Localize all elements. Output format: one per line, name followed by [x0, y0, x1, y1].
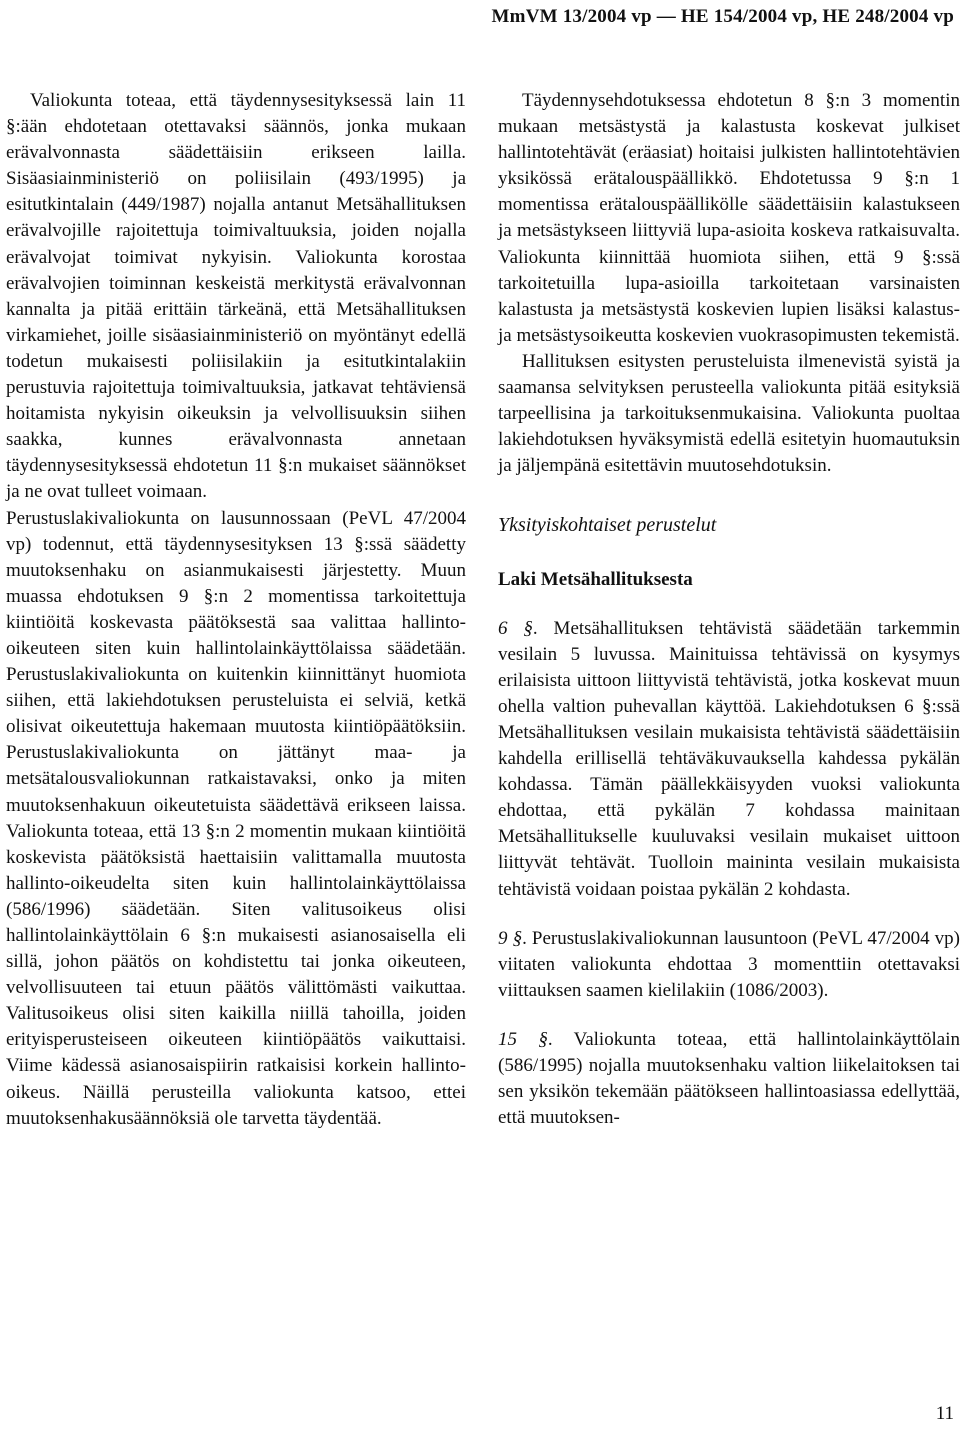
clause-paragraph [498, 1027, 960, 1131]
clause-number: 15 § [498, 1028, 548, 1050]
law-heading: Laki Metsähallituksesta [498, 568, 693, 590]
running-header: MmVM 13/2004 vp — HE 154/2004 vp, HE 248/2004 vp [491, 6, 954, 27]
page-number: 11 [935, 1403, 954, 1424]
clause-text: . Valiokunta toteaa, että hallintolainkäyttölain (586/1995) nojalla muutoksenhaku valtion liikelaitoksen tai sen yksikön tekemään päätökseen hallintoasiassa edellyttää, että muutoksen- [498, 1028, 960, 1129]
body-paragraph: Perustuslakivaliokunta on lausunnossaan (PeVL 47/2004 vp) todennut, että täydennysesityksen 13 §:ssä säädetty muutoksenhaku on asianmukaisesti järjestetty. Muun muassa ehdotuksen 9 §:n 2 momentissa tarkoitettuja kiintiöitä koskevasta päätöksestä saa valittaa hallinto-oikeuteen siten kuin hallintolainkäyttölaissa säädetään. Perustuslakivaliokunta on kuitenkin kiinnittänyt huomiota siihen, että lakiehdotuksen perusteluista ei selviä, ketkä olisivat oikeutettuja hakemaan muutosta kiintiöpäätöksiin. Perustuslakivaliokunta on jättänyt maa- ja metsätalousvaliokunnan ratkaistavaksi, onko ja miten muutoksenhakuun oikeutetuista säädettävä erikseen laissa. Valiokunta toteaa, että 13 §:n 2 momentin mukaan kiintiöitä koskevista päätöksistä haettaisiin valittamalla muutosta hallinto-oikeudelta siten kuin hallintolainkäyttölaissa (586/1996) säädetään. Siten valitusoikeus olisi hallintolainkäyttölain 6 §:n mukaisesti asianosaisella eli sillä, johon päätös on kohdistettu tai jonka oikeuteen, velvollisuuteen tai etuun päätös välittömästi vaikuttaa. Valitusoikeus olisi siten kaikilla niillä tahoilla, joiden erityisperusteiseen oikeuteen kiintiöpäätös vaikuttaisi. Viime kädessä asianosaispiirin ratkaisisi korkein hallinto-oikeus. Näillä perusteilla valiokunta katsoo, ettei muutoksenhakusäännöksiä ole tarvetta täydentää. [6, 507, 466, 1129]
clause-text: . Metsähallituksen tehtävistä säädetään tarkemmin vesilain 5 luvussa. Mainituissa tehtävissä on kysymys erilaisista uittoon liittyvistä tehtävistä, jotka koskevat muun ohella valtion puhevallan käyttöä. Lakiehdotuksen 6 §:ssä Metsähallituksen vesilain mukaisista tehtävistä säädettäisiin kahdella erillisellä tehtäväkuvauksella kahdessa pykälän kohdassa. Tämän päällekkäisyyden vuoksi valiokunta ehdottaa, että pykälän 7 kohdassa mainitaan Metsähallitukselle kuuluvaksi vesilain mukaiset uittoon liittyvät tehtävät. Tuolloin maininta vesilain mukaisista tehtävistä voidaan poistaa pykälän 2 kohdasta. [498, 617, 960, 900]
left-column [6, 88, 466, 1132]
body-paragraph: Täydennysehdotuksessa ehdotetun 8 §:n 3 momentin mukaan metsästystä ja kalastusta koskevat julkiset hallintotehtävät (eräasiat) hoitaisi julkisten hallintotehtävien yksikössä erätalouspäällikkö. Ehdotetussa 9 §:n 1 momentissa erätalouspäällikölle säädettäisiin kalastukseen ja metsästykseen liittyviä lupa-asioita koskeva ratkaisuvalta. Valiokunta kiinnittää huomiota siihen, että 9 §:ssä tarkoitetuilla lupa-asioilla tarkoitetaan varsinaisten kalastusta ja metsästystä koskevien lupien lisäksi kalastus- ja metsästysoikeutta koskevien vuokrasopimusten tekemistä. [498, 90, 960, 346]
right-column [498, 88, 960, 1131]
clause-paragraph [498, 616, 960, 903]
body-paragraph: Valiokunta toteaa, että täydennysesityksessä lain 11 §:ään ehdotetaan otettavaksi säännös, jonka mukaan erävalvonnasta säädettäisiin erikseen lailla. Sisäasiainministeriö on poliisilain (493/1995) ja esitutkintalain (449/1987) nojalla antanut Metsähallituksen erävalvojille rajoitettuja toimivaltuuksia, joiden nojalla erävalvojat toimivat nykyisin. Valiokunta korostaa erävalvojien toiminnan keskeistä merkitystä erävalvonnan kannalta ja pitää erittäin tärkeänä, että Metsähallituksen virkamiehet, joille sisäasiainministeriö on myöntänyt edellä todetun mukaisesti poliisilakiin ja esitutkintalakiin perustuvia rajoitettuja toimivaltuuksia, jatkavat tehtäviensä hoitamista nykyisin oikeuksin ja velvollisuuksin siihen saakka, kunnes erävalvonnasta annetaan täydennysesityksessä ehdotetun 11 §:n mukaiset säännökset ja ne ovat tulleet voimaan. [6, 90, 466, 503]
clause-text: . Perustuslakivaliokunnan lausuntoon (PeVL 47/2004 vp) viitaten valiokunta ehdottaa 3 momenttiin otettavaksi viittauksen saamen kielilakiin (1086/2003). [498, 927, 960, 1001]
body-paragraph: Hallituksen esitysten perusteluista ilmenevistä syistä ja saamansa selvityksen perusteella valiokunta pitää esityksiä tarpeellisina ja tarkoituksenmukaisina. Valiokunta puoltaa lakiehdotuksen hyväksymistä edellä esitetyin huomautuksin ja jäljempänä esitettävin muutosehdotuksin. [498, 350, 960, 477]
clause-number: 6 § [498, 617, 533, 639]
clause-number: 9 § [498, 927, 523, 949]
section-heading: Yksityiskohtaiset perustelut [498, 514, 717, 537]
clause-paragraph [498, 926, 960, 1004]
